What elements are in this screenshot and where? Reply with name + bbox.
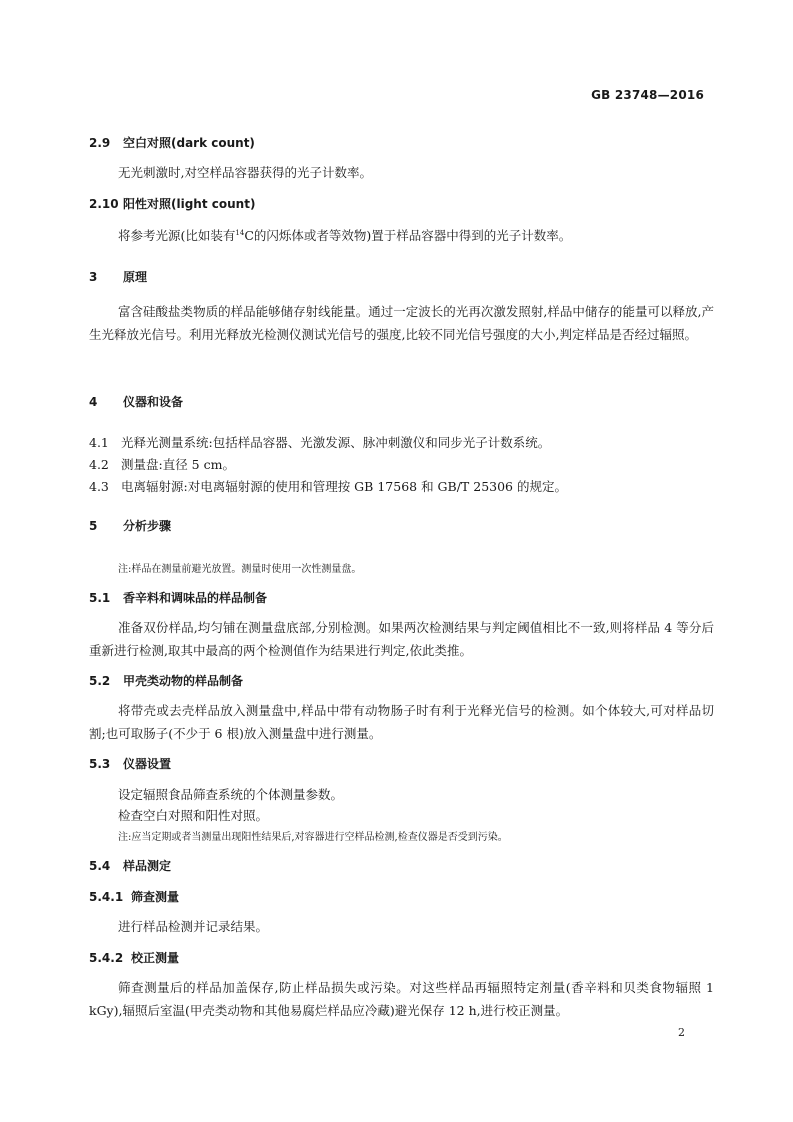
section-number: 5 [89,519,98,533]
heading-5-4-2 [89,949,179,966]
paragraph-5-3-line1: 设定辐照食品筛查系统的个体测量参数。 [118,787,344,802]
section-number: 5.4.2 [89,951,124,965]
section-title: 分析步骤 [123,519,172,533]
section-title: 甲壳类动物的样品制备 [123,674,244,688]
item-number: 4.2 [89,457,109,472]
heading-3 [89,268,147,285]
list-item-4-3 [89,477,567,495]
list-item-4-1 [89,433,550,451]
heading-2-9 [89,134,255,151]
section-number: 2.10 [89,197,119,211]
page-number: 2 [678,1026,685,1039]
section-title: 样品测定 [123,859,172,873]
paragraph-5-1: 准备双份样品,均匀铺在测量盘底部,分别检测。如果两次检测结果与判定阈值相比不一致,则将样品 4 等分后重新进行检测,取其中最高的两个检测值作为结果进行判定,依此类推。 [89,620,714,658]
section-number: 4 [89,395,98,409]
section-title: 空白对照(dark count) [123,136,255,150]
section-title: 仪器设置 [123,757,172,771]
item-text: 电离辐射源:对电离辐射源的使用和管理按 GB 17568 和 GB/T 25306 的规定。 [121,479,567,494]
paragraph-2-10 [118,226,571,244]
paragraph-2-9: 无光刺激时,对空样品容器获得的光子计数率。 [118,165,372,180]
paragraph-3: 富含硅酸盐类物质的样品能够储存射线能量。通过一定波长的光再次激发照射,样品中储存的能量可以释放,产生光释放光信号。利用光释放光检测仪测试光信号的强度,比较不同光信号强度的大小,判定样品是否经过辐照。 [89,304,714,342]
section-title: 阳性对照(light count) [123,197,256,211]
note-5-3: 注:应当定期或者当测量出现阳性结果后,对容器进行空样品检测,检查仪器是否受到污染。 [118,832,508,843]
heading-5-2 [89,672,243,689]
section-number: 5.4.1 [89,890,124,904]
heading-5-1 [89,589,267,606]
paragraph-5-3-line2: 检查空白对照和阳性对照。 [118,808,269,823]
section-number: 5.2 [89,674,111,688]
superscript: 14 [235,229,245,237]
text-part: 将参考光源(比如装有 [118,228,236,243]
note-5: 注:样品在测量前避光放置。测量时使用一次性测量盘。 [118,564,362,575]
section-title: 校正测量 [131,951,180,965]
section-number: 2.9 [89,136,111,150]
section-number: 5.4 [89,859,111,873]
section-title: 筛查测量 [131,890,180,904]
heading-4 [89,393,183,410]
heading-2-10 [89,195,255,212]
heading-5-4 [89,857,171,874]
section-title: 香辛料和调味品的样品制备 [123,591,268,605]
item-text: 测量盘:直径 5 cm。 [121,457,235,472]
list-item-4-2 [89,455,235,473]
item-number: 4.3 [89,479,109,494]
section-number: 3 [89,270,98,284]
text-part: C的闪烁体或者等效物)置于样品容器中得到的光子计数率。 [244,228,572,243]
section-number: 5.3 [89,757,111,771]
paragraph-5-2: 将带壳或去壳样品放入测量盘中,样品中带有动物肠子时有利于光释光信号的检测。如个体较大,可对样品切割;也可取肠子(不少于 6 根)放入测量盘中进行测量。 [89,703,714,741]
heading-5-3 [89,755,171,772]
item-number: 4.1 [89,435,109,450]
section-title: 仪器和设备 [123,395,184,409]
section-title: 原理 [123,270,148,284]
standard-code: GB 23748—2016 [591,88,704,102]
paragraph-5-4-1: 进行样品检测并记录结果。 [118,919,269,934]
paragraph-5-4-2: 筛查测量后的样品加盖保存,防止样品损失或污染。对这些样品再辐照特定剂量(香辛料和贝类食物辐照 1 kGy),辐照后室温(甲壳类动物和其他易腐烂样品应冷藏)避光保存 12 h,进行校正测量。 [89,980,714,1018]
heading-5 [89,517,171,534]
item-text: 光释光测量系统:包括样品容器、光激发源、脉冲刺激仪和同步光子计数系统。 [121,435,551,450]
heading-5-4-1 [89,888,179,905]
section-number: 5.1 [89,591,111,605]
